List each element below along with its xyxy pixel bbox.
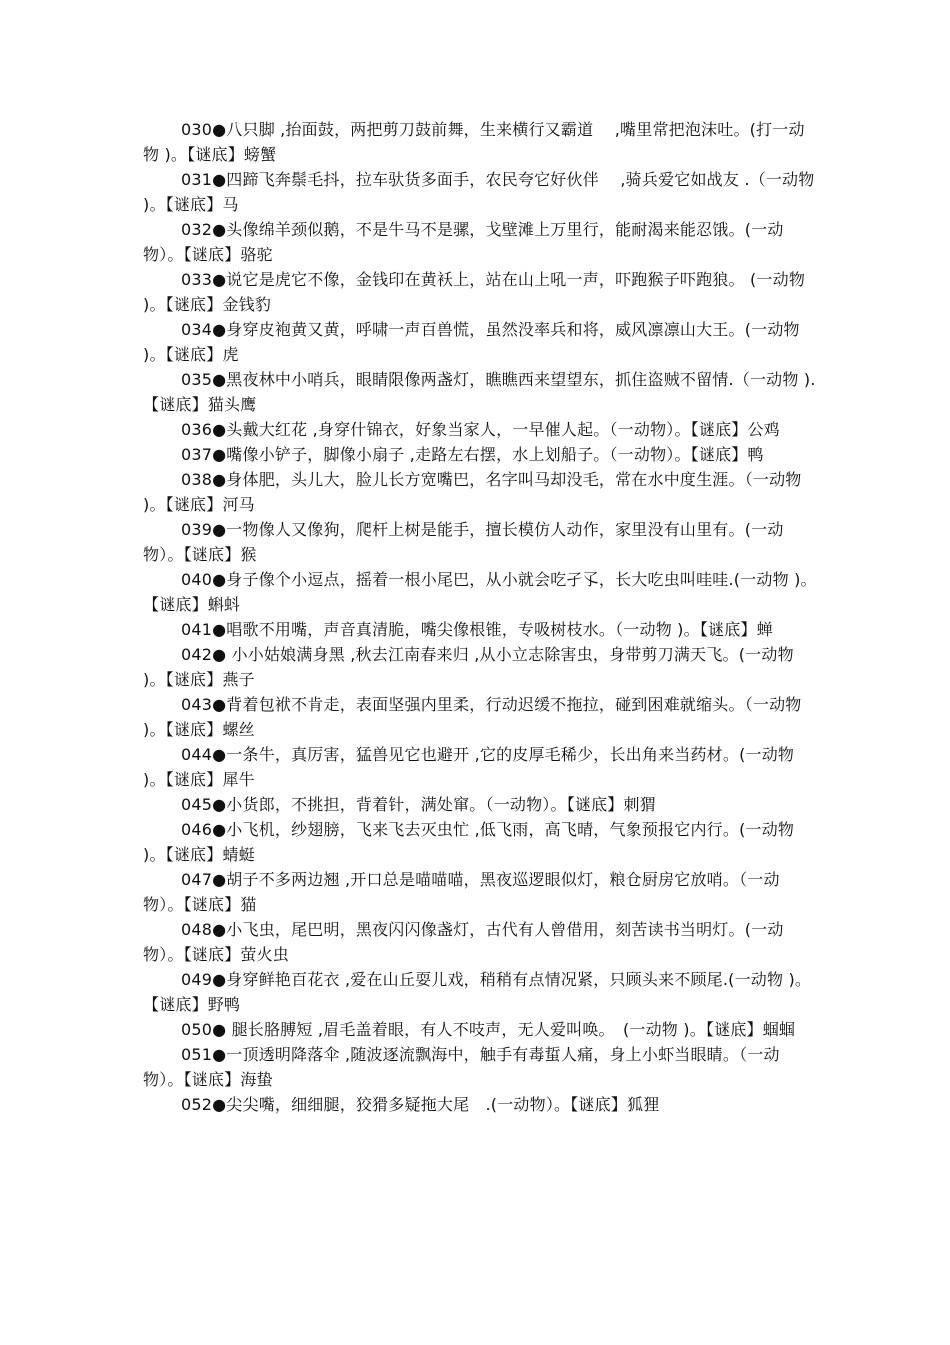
riddle-item: 050● 腿长胳膊短 ,眉毛盖着眼，有人不吱声，无人爱叫唤。 (一动物 )。【谜底】蝈蝈 [181,1020,796,1039]
riddle-list [143,117,818,1117]
riddle-item: 030●八只脚 ,抬面鼓，两把剪刀鼓前舞，生来横行又霸道 ,嘴里常把泡沫吐。(打一动物 )。【谜底】螃蟹 [143,120,805,164]
riddle-item: 049●身穿鲜艳百花衣 ,爱在山丘耍儿戏，稍稍有点情况紧，只顾头来不顾尾.(一动物 )。【谜底】野鸭 [143,970,812,1014]
riddle-item: 036●头戴大红花 ,身穿什锦衣，好象当家人，一早催人起。（一动物）。【谜底】公鸡 [181,420,780,439]
riddle-item: 037●嘴像小铲子，脚像小扇子 ,走路左右摆，水上划船子。（一动物）。【谜底】鸭 [181,445,764,464]
riddle-item: 047●胡子不多两边翘 ,开口总是喵喵喵，黑夜巡逻眼似灯，粮仓厨房它放哨。（一动物）。【谜底】猫 [143,870,780,914]
riddle-item: 031●四蹄飞奔鬃毛抖，拉车驮货多面手，农民夸它好伙伴 ,骑兵爱它如战友 .（一动物 )。【谜底】马 [143,170,815,214]
riddle-item: 040●身子像个小逗点，摇着一根小尾巴，从小就会吃孑孓，长大吃虫叫哇哇.(一动物 )。【谜底】蝌蚪 [143,570,817,614]
riddle-item: 043●背着包袱不肯走，表面坚强内里柔，行动迟缓不拖拉，碰到困难就缩头。（一动物 )。【谜底】螺丝 [143,695,802,739]
riddle-item: 041●唱歌不用嘴，声音真清脆，嘴尖像根锥，专吸树枝水。（一动物 )。【谜底】蝉 [181,620,773,639]
riddle-item: 039●一物像人又像狗，爬杆上树是能手，擅长模仿人动作，家里没有山里有。(一动物）。【谜底】猴 [143,520,784,564]
riddle-item: 044●一条牛，真厉害，猛兽见它也避开 ,它的皮厚毛稀少，长出角来当药材。(一动物 )。【谜底】犀牛 [143,745,795,789]
riddle-item: 045●小货郎，不挑担，背着针，满处窜。（一动物）。【谜底】刺猬 [181,795,656,814]
riddle-item: 046●小飞机，纱翅膀，飞来飞去灭虫忙 ,低飞雨，高飞晴，气象预报它内行。(一动物 )。【谜底】蜻蜓 [143,820,795,864]
riddle-item: 052●尖尖嘴，细细腿，狡猾多疑拖大尾 .(一动物）。【谜底】狐狸 [181,1095,660,1114]
riddle-item: 038●身体肥，头儿大，脸儿长方宽嘴巴，名字叫马却没毛，常在水中度生涯。（一动物 )。【谜底】河马 [143,470,802,514]
riddle-item: 048●小飞虫，尾巴明，黑夜闪闪像盏灯，古代有人曾借用，刻苦读书当明灯。(一动物）。【谜底】萤火虫 [143,920,784,964]
riddle-item: 042● 小小姑娘满身黑 ,秋去江南春来归 ,从小立志除害虫，身带剪刀满天飞。(一动物 )。【谜底】燕子 [143,645,794,689]
riddle-item: 034●身穿皮袍黄又黄，呼啸一声百兽慌，虽然没率兵和将，威风凛凛山大王。(一动物 )。【谜底】虎 [143,320,800,364]
riddle-item: 051●一顶透明降落伞 ,随波逐流飘海中，触手有毒蜇人痛，身上小虾当眼睛。（一动物）。【谜底】海蛰 [143,1045,780,1089]
riddle-item: 035●黑夜林中小哨兵，眼睛限像两盏灯，瞧瞧西来望望东，抓住盗贼不留情.（一动物 ).【谜底】猫头鹰 [143,370,816,414]
riddle-item: 033●说它是虎它不像，金钱印在黄袄上，站在山上吼一声，吓跑猴子吓跑狼。 (一动物 )。【谜底】金钱豹 [143,270,806,314]
riddle-item: 032●头像绵羊颈似鹅，不是牛马不是骡，戈壁滩上万里行，能耐渴来能忍饿。(一动物）。【谜底】骆驼 [143,220,784,264]
